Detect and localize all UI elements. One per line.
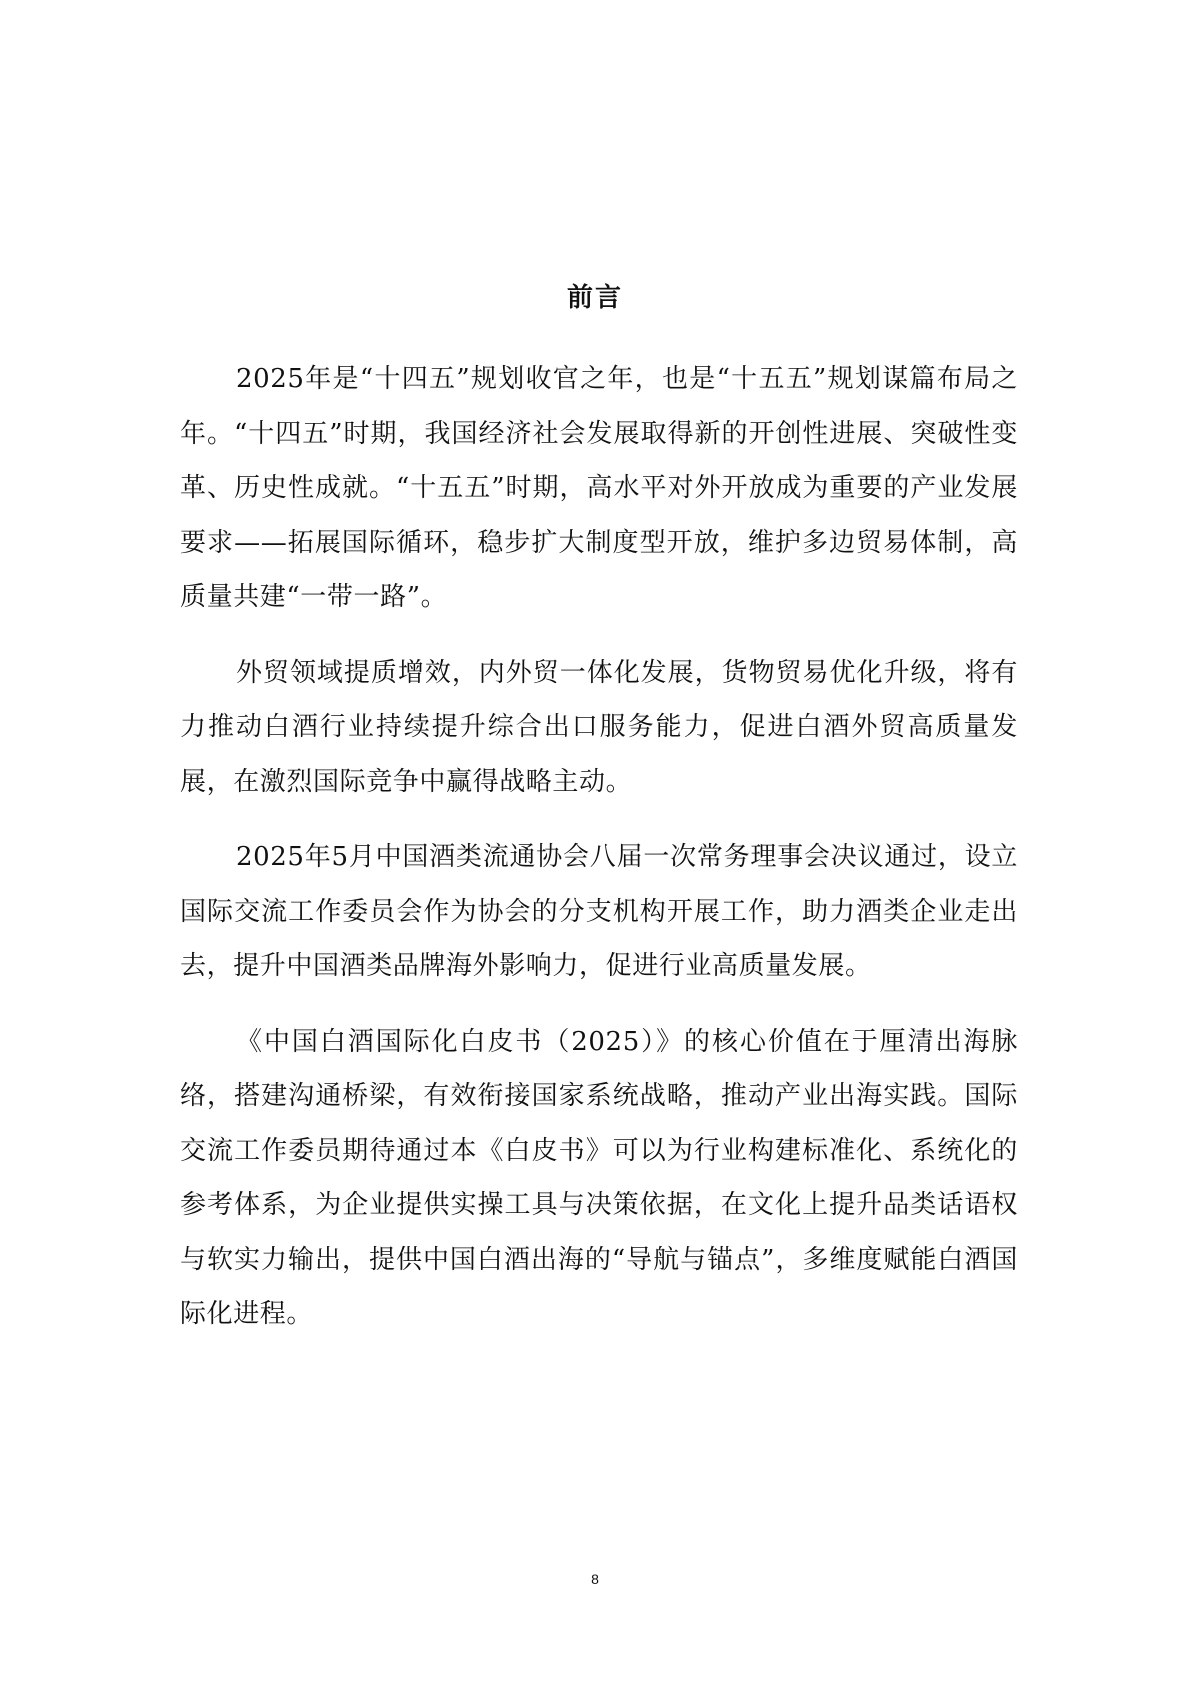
paragraph-4: 《中国白酒国际化白皮书（2025）》的核心价值在于厘清出海脉络，搭建沟通桥梁，有效衔接国家系统战略，推动产业出海实践。国际交流工作委员期待通过本《白皮书》可以为行业构建标准化、系统化的参考体系，为企业提供实操工具与决策依据，在文化上提升品类话语权与软实力输出，提供中国白酒出海的“导航与锚点”，多维度赋能白酒国际化进程。 xyxy=(180,1026,1018,1329)
paragraph-1: 2025年是“十四五”规划收官之年，也是“十五五”规划谋篇布局之年。“十四五”时期，我国经济社会发展取得新的开创性进展、突破性变革、历史性成就。“十五五”时期，高水平对外开放成为重要的产业发展要求——拓展国际循环，稳步扩大制度型开放，维护多边贸易体制，高质量共建“一带一路”。 xyxy=(180,364,1018,612)
page-title: 前言 xyxy=(566,283,623,313)
paragraph-2: 外贸领域提质增效，内外贸一体化发展，货物贸易优化升级，将有力推动白酒行业持续提升综合出口服务能力，促进白酒外贸高质量发展，在激烈国际竞争中赢得战略主动。 xyxy=(180,657,1018,797)
page-number: 8 xyxy=(591,1571,599,1587)
paragraph-3: 2025年5月中国酒类流通协会八届一次常务理事会决议通过，设立国际交流工作委员会作为协会的分支机构开展工作，助力酒类企业走出去，提升中国酒类品牌海外影响力，促进行业高质量发展。 xyxy=(180,842,1018,981)
body-text xyxy=(180,352,1018,1363)
